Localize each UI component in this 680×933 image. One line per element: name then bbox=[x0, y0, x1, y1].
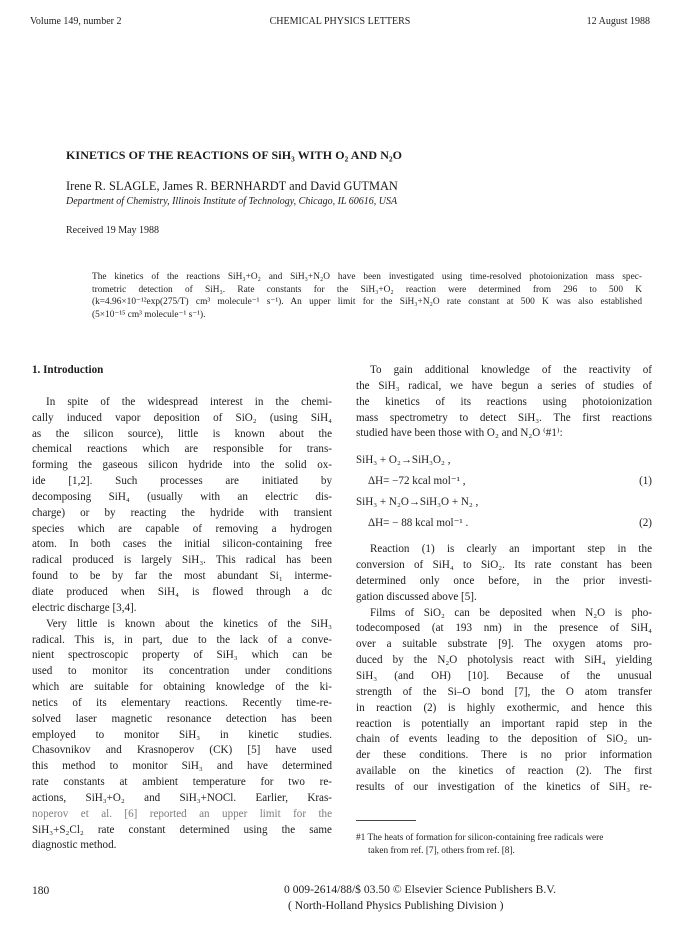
body-line: found to be by far the most abundant Si₁ interme- bbox=[32, 570, 332, 583]
body-line: in reaction (2) is highly exothermic, and hence this bbox=[356, 701, 652, 714]
body-line: studied have been those with O₂ and N₂O ⁽#1⁾: bbox=[356, 427, 563, 440]
body-line: der these conditions. There is no prior information bbox=[356, 749, 652, 762]
body-line: gation discussed above [5]. bbox=[356, 590, 477, 603]
body-line: forming the gaseous silicon hydride into the solid ox- bbox=[32, 459, 332, 472]
abstract-line: (k=4.96×10⁻¹²exp(275/T) cm³ molecule⁻¹ s⁻¹). An upper limit for the SiH₃+N₂O rate constant at 500 K was also established bbox=[92, 297, 642, 308]
equation-text: ΔH= −72 kcal mol⁻¹ , bbox=[368, 475, 466, 488]
body-line: the kinetics of its reactions using photoionization bbox=[356, 395, 652, 408]
equation-row bbox=[356, 450, 652, 471]
equation-number: (2) bbox=[639, 517, 652, 530]
left-column bbox=[32, 363, 332, 854]
body-line: duced by the N₂O photolysis react with SiH₄ yielding bbox=[356, 654, 652, 667]
abstract-line: (5×10⁻¹⁵ cm³ molecule⁻¹ s⁻¹). bbox=[92, 309, 206, 320]
equation-row bbox=[356, 513, 652, 534]
equation-number: (1) bbox=[639, 475, 652, 488]
right-column bbox=[356, 363, 652, 796]
body-line: radical. This is, in part, due to the lack of a conve- bbox=[32, 633, 332, 646]
body-line: Very little is known about the kinetics of the SiH₃ bbox=[46, 617, 332, 630]
body-line: electric discharge [3,4]. bbox=[32, 601, 137, 614]
publisher-division: ( North-Holland Physics Publishing Division ) bbox=[288, 899, 504, 912]
body-line: To gain additional knowledge of the reactivity of bbox=[370, 364, 652, 376]
copyright-notice bbox=[284, 882, 556, 914]
equation-text: SiH₃ + N₂O→SiH₃O + N₂ , bbox=[356, 496, 479, 509]
author-list: Irene R. SLAGLE, James R. BERNHARDT and David GUTMAN bbox=[66, 179, 398, 193]
body-line: netics of its elementary reactions. Recently time-re- bbox=[32, 696, 332, 709]
body-line: employed to monitor SiH₃ in kinetic studies. bbox=[32, 728, 332, 741]
body-line: radical produced is largely SiH₃. This radical has been bbox=[32, 554, 332, 567]
abstract-line: trometric detection of SiH₃. Rate constants for the SiH₃+O₂ reaction were determined from 296 to 500 K bbox=[92, 284, 642, 295]
body-line: mass spectrometry to detect SiH₃. The first reactions bbox=[356, 411, 652, 424]
body-line: as the silicon source), little is known about the bbox=[32, 427, 332, 440]
body-line: SiH₃+S₂Cl₂ rate constant determined using the same bbox=[32, 823, 332, 836]
paper-title: KINETICS OF THE REACTIONS OF SiH₃ WITH O₂ AND N₂O bbox=[66, 148, 403, 162]
body-line: strength of the Si–O bond [7], the O atom transfer bbox=[356, 685, 652, 698]
copyright-line: 0 009-2614/88/$ 03.50 © Elsevier Science Publishers B.V. bbox=[284, 883, 557, 896]
body-line: ide [1,2]. Such processes are initiated by bbox=[32, 475, 332, 488]
body-line: rate constants at ambient temperature for two re- bbox=[32, 776, 332, 789]
body-line: todecomposed (at 193 nm) in the presence of SiH₄ bbox=[356, 622, 652, 635]
body-line: chain of events leading to the deposition of SiO₂ un- bbox=[356, 733, 652, 746]
body-line: species which are capable of removing a hydrogen bbox=[32, 522, 332, 535]
body-line: over a suitable substrate [9]. The oxygen atoms pro- bbox=[356, 638, 652, 651]
body-line: decomposing SiH₄ (usually with an electric dis- bbox=[32, 490, 332, 503]
body-line: cally induced vapor deposition of SiO₂ (using SiH₄ bbox=[32, 411, 332, 424]
affiliation: Department of Chemistry, Illinois Institute of Technology, Chicago, IL 60616, USA bbox=[66, 196, 398, 207]
volume-label: Volume 149, number 2 bbox=[30, 16, 122, 27]
page-number: 180 bbox=[32, 885, 50, 897]
body-line: actions, SiH₃+O₂ and SiH₃+NOCl. Earlier, Kras- bbox=[32, 791, 332, 804]
received-date: Received 19 May 1988 bbox=[66, 225, 160, 236]
body-line: atom. In both cases the initial silicon-containing free bbox=[32, 538, 332, 551]
section-heading: 1. Introduction bbox=[32, 364, 104, 376]
reaction-equations bbox=[356, 450, 652, 534]
footnote-divider bbox=[356, 820, 416, 821]
equation-row bbox=[356, 492, 652, 513]
body-line: this method to monitor SiH₃ and have determined bbox=[32, 760, 332, 773]
body-line: diate produced when SiH₄ is flowed through a dc bbox=[32, 585, 332, 598]
body-line: In spite of the widespread interest in the chemi- bbox=[46, 395, 332, 408]
running-head bbox=[30, 16, 650, 30]
body-line: results of our investigation of the kinetics of SiH₃ re- bbox=[356, 780, 652, 793]
body-line: solved laser magnetic resonance detection has been bbox=[32, 712, 332, 725]
body-line: which are suitable for obtaining knowledge of the ki- bbox=[32, 681, 332, 694]
body-line: the SiH₃ radical, we have begun a series of studies of bbox=[356, 379, 652, 392]
issue-date: 12 August 1988 bbox=[586, 16, 650, 27]
body-line: available on the kinetics of reaction (2). The first bbox=[356, 765, 652, 778]
equation-text: ΔH= − 88 kcal mol⁻¹ . bbox=[368, 517, 469, 530]
body-line: Chasovnikov and Krasnoperov (CK) [5] have used bbox=[32, 744, 332, 757]
body-line: noperov et al. [6] reported an upper limit for the bbox=[32, 807, 332, 820]
footnote-line: #1 The heats of formation for silicon-containing free radicals were bbox=[356, 833, 604, 843]
body-line: determined only once before, in the prior investi- bbox=[356, 574, 652, 587]
body-line: Films of SiO₂ can be deposited when N₂O is pho- bbox=[370, 606, 652, 619]
journal-name: CHEMICAL PHYSICS LETTERS bbox=[269, 16, 411, 27]
body-line: chemical reactions which are responsible for trans- bbox=[32, 443, 332, 456]
body-line: charge) or by reacting the hydride with transient bbox=[32, 506, 332, 519]
body-line: used to monitor its concentration under conditions bbox=[32, 665, 332, 678]
body-line: reaction is potentially an important rapid step in the bbox=[356, 717, 652, 730]
body-line: nient spectroscopic property of SiH₃ which can be bbox=[32, 649, 332, 662]
equation-row bbox=[356, 471, 652, 492]
body-line: Reaction (1) is clearly an important step in the bbox=[370, 543, 652, 556]
abstract bbox=[92, 271, 642, 321]
body-line: SiH₃ (and OH) [10]. Because of the unusual bbox=[356, 669, 652, 682]
abstract-line: The kinetics of the reactions SiH₃+O₂ and SiH₃+N₂O have been investigated using time-resolved photoionization mass spec- bbox=[92, 272, 642, 282]
footnote-line: taken from ref. [7], others from ref. [8]. bbox=[368, 845, 515, 856]
equation-text: SiH₃ + O₂→SiH₃O₂ , bbox=[356, 454, 451, 467]
body-line: conversion of SiH₄ to SiO₂. Its rate constant has been bbox=[356, 559, 652, 572]
footnote bbox=[356, 832, 652, 857]
body-line: diagnostic method. bbox=[32, 839, 117, 852]
